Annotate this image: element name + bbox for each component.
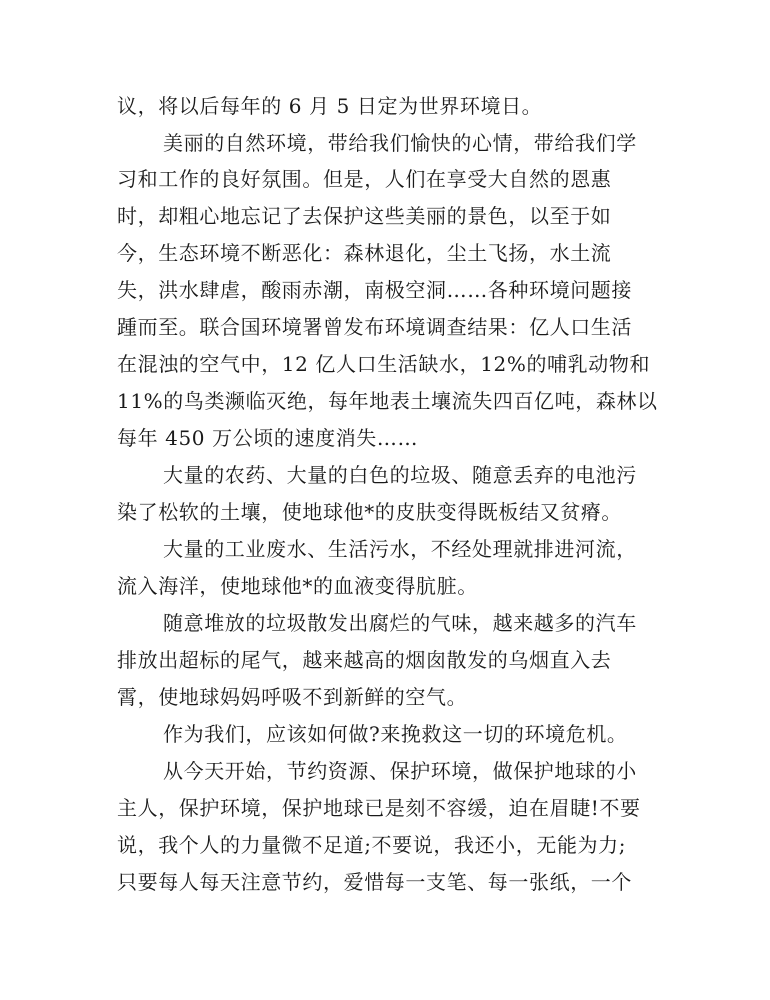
text-line: 大量的农药、大量的白色的垃圾、随意丢弃的电池污 [163,463,637,487]
text-line: 时，却粗心地忘记了去保护这些美丽的景色，以至于如 [117,204,612,228]
text-line: 排放出超标的尾气，越来越高的烟囱散发的乌烟直入去 [117,648,612,672]
text-line: 随意堆放的垃圾散发出腐烂的气味，越来越多的汽车 [163,611,637,635]
text-line: 议，将以后每年的 6 月 5 日定为世界环境日。 [117,94,543,118]
text-line: 主人，保护环境，保护地球已是刻不容缓，迫在眉睫!不要 [117,796,641,820]
text-line: 美丽的自然环境，带给我们愉快的心情，带给我们学 [163,131,637,155]
text-line: 染了松软的土壤，使地球他*的皮肤变得既板结又贫瘠。 [117,500,622,524]
text-line: 说，我个人的力量微不足道;不要说，我还小，无能为力; [117,833,627,857]
text-line: 在混浊的空气中，12 亿人口生活缺水，12%的哺乳动物和 [117,352,651,376]
text-line: 霄，使地球妈妈呼吸不到新鲜的空气。 [117,685,468,709]
text-line: 失，洪水肆虐，酸雨赤潮，南极空洞……各种环境问题接 [117,278,632,302]
text-line: 每年 450 万公顷的速度消失…… [117,426,419,450]
text-line: 大量的工业废水、生活污水，不经处理就排进河流， [163,537,637,561]
text-line: 11%的鸟类濒临灭绝，每年地表土壤流失四百亿吨，森林以 [117,389,658,413]
text-line: 从今天开始，节约资源、保护环境，做保护地球的小 [163,759,637,783]
text-line: 作为我们，应该如何做?来挽救这一切的环境危机。 [163,722,628,746]
text-line: 流入海洋，使地球他*的血液变得肮脏。 [117,574,478,598]
text-line: 踵而至。联合国环境署曾发布环境调查结果：亿人口生活 [117,315,632,339]
text-line: 今，生态环境不断恶化：森林退化，尘土飞扬，水土流 [117,241,612,265]
text-line: 只要每人每天注意节约，爱惜每一支笔、每一张纸，一个 [117,870,632,894]
text-line: 习和工作的良好氛围。但是，人们在享受大自然的恩惠 [117,167,612,191]
